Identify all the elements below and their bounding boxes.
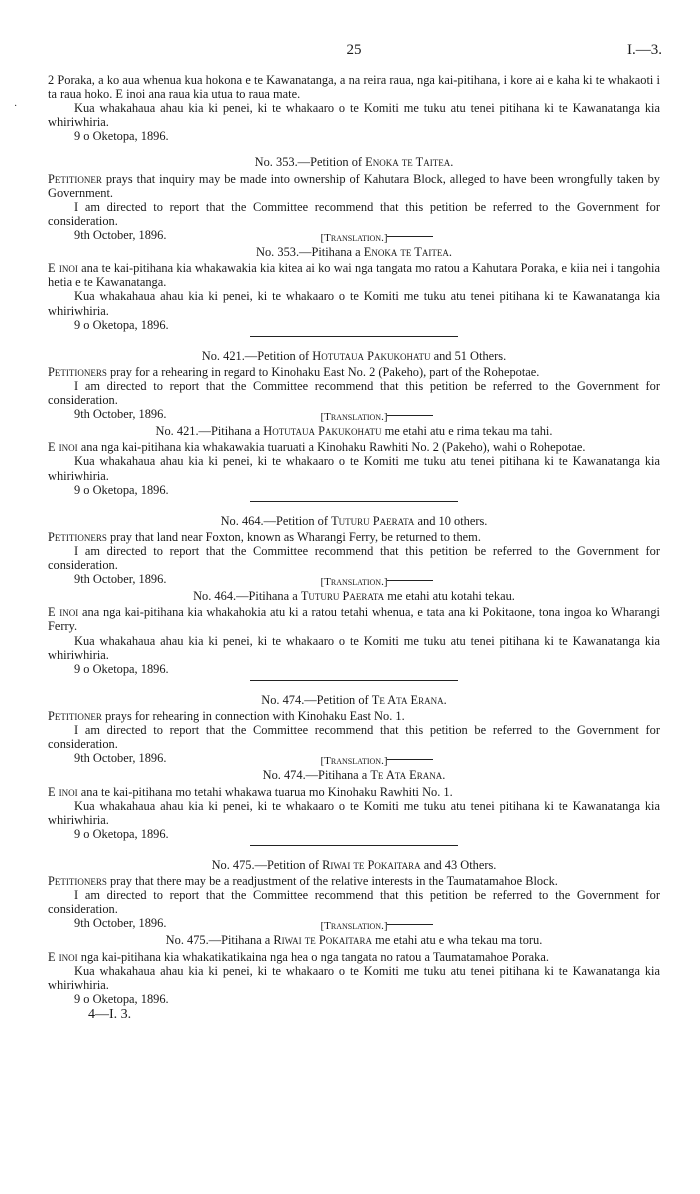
petition-section [48, 155, 660, 336]
page-body [48, 73, 660, 1022]
petition-title: No. 421.—Petition of Hotutaua Pakukohatu and 51 Others. [201, 348, 507, 363]
section-divider [250, 680, 458, 681]
committee-report: I am directed to report that the Committee recommend that this petition be referred to the Government for consideration. [48, 378, 660, 407]
petition-section [48, 858, 660, 1006]
committee-report: I am directed to report that the Committee recommend that this petition be referred to the Government for consideration. [48, 888, 660, 917]
translation-title: No. 474.—Pitihana a Te Ata Erana. [262, 768, 446, 783]
translation-label: [Translation.] [320, 411, 388, 424]
translation-prayer: E inoi nga kai-pitihana kia whakatikatikaina nga hea o nga tangata no ratou a Taumatamahoe Poraka. [48, 949, 549, 964]
petitioner-name: Enoka te Taitea [363, 245, 449, 260]
translation-prayer: E inoi ana nga kai-pitihana kia whakawakia tuaruati a Kinohaku Rawhiti No. 2 (Pakeho), wahi o Rohepotae. [48, 440, 586, 455]
signature-mark: 4—I. 3. [88, 1006, 132, 1022]
petition-prayer: Petitioner prays for rehearing in connection with Kinohaku East No. 1. [48, 708, 405, 723]
page-header [48, 38, 660, 60]
report-date: 9th October, 1896. [74, 751, 167, 766]
margin-mark: · [14, 101, 18, 112]
petition-section [48, 693, 660, 846]
petitioner-name: Enoka te Taitea [365, 155, 451, 170]
translation-prayer: E inoi ana te kai-pitihana kia whakawakia kia kitea ai ko wai nga tangata mo ratou a Kahutara Poraka, e kiia nei i tangohia hetia e te Kawanatanga. [48, 261, 660, 290]
translation-date: 9 o Oketopa, 1896. [74, 317, 169, 332]
petition-section [48, 349, 660, 502]
translation-prayer: E inoi ana te kai-pitihana mo tetahi whakawa tuarua mo Kinohaku Rawhiti No. 1. [48, 784, 453, 799]
petition-prayer: Petitioners pray that land near Foxton, known as Wharangi Ferry, be returned to them. [48, 529, 481, 544]
translation-label: [Translation.] [320, 755, 388, 768]
report-date: 9th October, 1896. [74, 916, 167, 931]
petition-title: No. 464.—Petition of Tuturu Paerata and 10 others. [220, 513, 488, 528]
page-number: 25 [346, 42, 362, 58]
short-rule [387, 924, 433, 925]
section-divider [250, 845, 458, 846]
translation-title: No. 353.—Pitihana a Enoka te Taitea. [256, 245, 452, 260]
translation-date: 9 o Oketopa, 1896. [74, 826, 169, 841]
petition-title: No. 475.—Petition of Riwai te Pokaitara and 43 Others. [211, 857, 497, 872]
report-date: 9th October, 1896. [74, 227, 167, 242]
intro-date: 9 o Oketopa, 1896. [74, 129, 169, 144]
report-date: 9th October, 1896. [74, 407, 167, 422]
translation-report: Kua whakahaua ahau kia ki penei, ki te whakaaro o te Komiti me tuku atu tenei pitihana ki te Kawanatanga kia whiriwhiria. [48, 633, 660, 662]
translation-title: No. 464.—Pitihana a Tuturu Paerata me etahi atu kotahi tekau. [193, 589, 515, 604]
petition-section [48, 514, 660, 681]
petitioner-name: Te Ata Erana [370, 768, 443, 783]
committee-report: I am directed to report that the Committee recommend that this petition be referred to the Government for consideration. [48, 723, 660, 752]
translation-date: 9 o Oketopa, 1896. [74, 482, 169, 497]
petition-prayer: Petitioners pray for a rehearing in regard to Kinohaku East No. 2 (Pakeho), part of the Rohepotae. [48, 364, 540, 379]
intro-report: Kua whakahaua ahau kia ki penei, ki te whakaaro o te Komiti me tuku atu tenei pitihana ki te Kawanatanga kia whiriwhiria. [48, 101, 660, 130]
translation-report: Kua whakahaua ahau kia ki penei, ki te whakaaro o te Komiti me tuku atu tenei pitihana ki te Kawanatanga kia whiriwhiria. [48, 798, 660, 827]
petitioner-name: Tuturu Paerata [300, 589, 385, 604]
translation-report: Kua whakahaua ahau kia ki penei, ki te whakaaro o te Komiti me tuku atu tenei pitihana ki te Kawanatanga kia whiriwhiria. [48, 963, 660, 992]
section-divider [250, 336, 458, 337]
petition-title: No. 353.—Petition of Enoka te Taitea. [254, 155, 454, 170]
petitioner-name: Riwai te Pokaitara [322, 857, 421, 872]
petition-prayer: Petitioners pray that there may be a readjustment of the relative interests in the Taumatamahoe Block. [48, 873, 558, 888]
translation-report: Kua whakahaua ahau kia ki penei, ki te whakaaro o te Komiti me tuku atu tenei pitihana ki te Kawanatanga kia whiriwhiria. [48, 289, 660, 318]
petitioner-name: Riwai te Pokaitara [273, 933, 373, 948]
short-rule [387, 236, 433, 237]
committee-report: I am directed to report that the Committee recommend that this petition be referred to the Government for consideration. [48, 199, 660, 228]
translation-date: 9 o Oketopa, 1896. [74, 991, 169, 1006]
translation-date: 9 o Oketopa, 1896. [74, 661, 169, 676]
translation-label: [Translation.] [320, 232, 388, 245]
short-rule [387, 759, 433, 760]
translation-title: No. 421.—Pitihana a Hotutaua Pakukohatu me etahi atu e rima tekau ma tahi. [155, 424, 553, 439]
translation-prayer: E inoi ana nga kai-pitihana kia whakahokia atu ki a ratou tetahi whenua, e tata ana ki Pokitaone, tona ingoa ko Wharangi Ferry. [48, 605, 660, 634]
report-date: 9th October, 1896. [74, 572, 167, 587]
intro-block [48, 73, 660, 143]
document-reference: I.—3. [627, 42, 662, 58]
translation-label: [Translation.] [320, 576, 388, 589]
petitioner-name: Hotutaua Pakukohatu [312, 348, 431, 363]
petition-sections [48, 155, 660, 1005]
short-rule [387, 415, 433, 416]
intro-paragraph: 2 Poraka, a ko aua whenua kua hokona e te Kawanatanga, a na reira raua, nga kai-pitihana, i kore ai e kaha ki te whakaoti i ta raua hoko. E inoi ana raua kia utua to raua mate. [48, 73, 660, 102]
section-divider [250, 501, 458, 502]
petition-prayer: Petitioner prays that inquiry may be made into ownership of Kahutara Block, alleged to have been wrongfully taken by Government. [48, 171, 660, 200]
petition-title: No. 474.—Petition of Te Ata Erana. [261, 692, 447, 707]
petitioner-name: Tuturu Paerata [331, 513, 415, 528]
committee-report: I am directed to report that the Committee recommend that this petition be referred to the Government for consideration. [48, 543, 660, 572]
translation-title: No. 475.—Pitihana a Riwai te Pokaitara me etahi atu e wha tekau ma toru. [165, 933, 543, 948]
translation-label: [Translation.] [320, 920, 388, 933]
petitioner-name: Hotutaua Pakukohatu [263, 424, 382, 439]
translation-report: Kua whakahaua ahau kia ki penei, ki te whakaaro o te Komiti me tuku atu tenei pitihana ki te Kawanatanga kia whiriwhiria. [48, 454, 660, 483]
petitioner-name: Te Ata Erana [371, 692, 444, 707]
short-rule [387, 580, 433, 581]
